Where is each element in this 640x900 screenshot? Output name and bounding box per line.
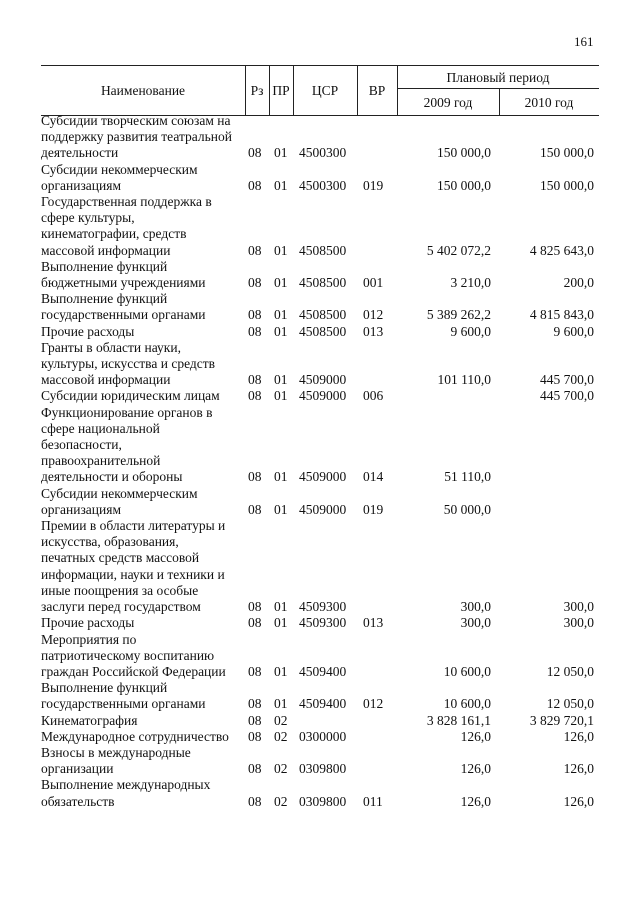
table-row — [41, 291, 601, 323]
row-name: Выполнение международных обязательств — [41, 777, 211, 809]
row-rz: 08 — [248, 145, 262, 161]
table-row — [41, 324, 601, 340]
row-csr: 0309800 — [299, 793, 347, 809]
row-rz: 08 — [248, 469, 262, 485]
table-row — [41, 259, 601, 291]
row-name: Взносы в международные организации — [41, 744, 191, 777]
row-name: Выполнение функций государственными органами — [41, 680, 206, 712]
row-pr: 01 — [274, 177, 288, 193]
row-pr: 02 — [274, 793, 288, 809]
row-pr: 01 — [274, 307, 288, 323]
row-rz: 08 — [248, 793, 262, 809]
row-vr: 019 — [363, 501, 384, 517]
row-rz: 08 — [248, 712, 262, 728]
row-vr: 001 — [363, 275, 384, 291]
row-csr: 4509000 — [299, 388, 347, 404]
row-pr: 01 — [274, 599, 288, 615]
row-csr: 4509300 — [299, 599, 347, 615]
row-2010: 150 000,0 — [540, 145, 594, 161]
table-row — [41, 113, 601, 162]
row-pr: 01 — [274, 469, 288, 485]
row-2009: 5 402 072,2 — [426, 242, 491, 258]
row-2010: 4 815 843,0 — [529, 307, 594, 323]
table-row — [41, 405, 601, 486]
row-rz: 08 — [248, 372, 262, 388]
table-row — [41, 162, 601, 194]
row-csr: 4500300 — [299, 177, 347, 193]
row-name: Функционирование органов в сфере национальной безопасности, правоохранительной деятельности и обороны — [41, 404, 213, 485]
row-csr: 4509000 — [299, 372, 347, 388]
row-2010: 300,0 — [563, 615, 594, 631]
row-csr: 4508500 — [299, 307, 347, 323]
row-pr: 02 — [274, 728, 288, 744]
header-year-2009: 2009 год — [423, 94, 473, 110]
table-row — [41, 680, 601, 712]
row-2009: 10 600,0 — [443, 663, 491, 679]
header-year-2010: 2010 год — [524, 94, 574, 110]
row-name: Субсидии некоммерческим организациям — [41, 485, 198, 517]
row-rz: 08 — [248, 663, 262, 679]
row-2010: 150 000,0 — [540, 177, 594, 193]
table-row — [41, 615, 601, 631]
row-name: Гранты в области науки, культуры, искусства и средств массовой информации — [41, 339, 216, 388]
row-2009: 5 389 262,2 — [426, 307, 491, 323]
row-rz: 08 — [248, 728, 262, 744]
header-name: Наименование — [100, 83, 186, 98]
row-vr: 013 — [363, 615, 384, 631]
table-row — [41, 632, 601, 681]
row-2009: 3 828 161,1 — [426, 712, 491, 728]
row-csr: 4508500 — [299, 275, 347, 291]
row-rz: 08 — [248, 323, 262, 339]
row-csr: 4509400 — [299, 663, 347, 679]
row-2009: 9 600,0 — [450, 323, 491, 339]
row-rz: 08 — [248, 177, 262, 193]
row-2010: 3 829 720,1 — [529, 712, 594, 728]
row-2009: 150 000,0 — [437, 177, 491, 193]
row-rz: 08 — [248, 696, 262, 712]
row-2009: 10 600,0 — [443, 696, 491, 712]
row-pr: 01 — [274, 145, 288, 161]
row-2009: 300,0 — [460, 615, 491, 631]
row-2010: 126,0 — [563, 728, 594, 744]
row-csr: 4509300 — [299, 615, 347, 631]
row-pr: 01 — [274, 501, 288, 517]
row-2009: 101 110,0 — [437, 372, 491, 388]
row-name: Международное сотрудничество — [41, 728, 229, 744]
row-csr: 4508500 — [299, 242, 347, 258]
header-planned-period: Плановый период — [446, 69, 550, 85]
row-2009: 126,0 — [460, 793, 491, 809]
row-2010: 445 700,0 — [540, 388, 594, 404]
row-rz: 08 — [248, 388, 262, 404]
header-csr: ЦСР — [311, 83, 339, 98]
row-2009: 300,0 — [460, 599, 491, 615]
table-row — [41, 745, 601, 777]
row-vr: 013 — [363, 323, 384, 339]
table-row — [41, 777, 601, 809]
row-csr: 4509400 — [299, 696, 347, 712]
table-row — [41, 729, 601, 745]
row-2009: 51 110,0 — [444, 469, 491, 485]
row-vr: 012 — [363, 307, 384, 323]
table-row — [41, 388, 601, 404]
row-2010: 12 050,0 — [546, 663, 594, 679]
row-2009: 50 000,0 — [443, 501, 491, 517]
row-rz: 08 — [248, 242, 262, 258]
table-row — [41, 486, 601, 518]
row-vr: 011 — [363, 793, 383, 809]
row-2009: 126,0 — [460, 761, 491, 777]
row-pr: 01 — [274, 372, 288, 388]
row-pr: 02 — [274, 712, 288, 728]
row-rz: 08 — [248, 615, 262, 631]
row-name: Выполнение функций государственными органами — [41, 291, 206, 323]
row-name: Субсидии юридическим лицам — [41, 388, 220, 404]
row-2010: 300,0 — [563, 599, 594, 615]
header-vr: ВР — [368, 83, 386, 98]
row-vr: 019 — [363, 177, 384, 193]
row-name: Мероприятия по патриотическому воспитанию граждан Российской Федерации — [41, 631, 226, 679]
row-pr: 01 — [274, 323, 288, 339]
row-vr: 014 — [363, 469, 384, 485]
row-2010: 12 050,0 — [546, 696, 594, 712]
header-pr: ПР — [272, 83, 290, 98]
row-rz: 08 — [248, 275, 262, 291]
table-body — [41, 113, 601, 810]
row-2009: 126,0 — [460, 728, 491, 744]
row-name: Прочие расходы — [41, 615, 135, 631]
table-row — [41, 518, 601, 615]
row-2009: 3 210,0 — [450, 275, 491, 291]
row-2010: 4 825 643,0 — [529, 242, 594, 258]
row-rz: 08 — [248, 307, 262, 323]
row-2010: 200,0 — [563, 275, 594, 291]
row-rz: 08 — [248, 501, 262, 517]
row-name: Выполнение функций бюджетными учреждениями — [41, 258, 206, 291]
row-2010: 126,0 — [563, 761, 594, 777]
row-vr: 012 — [363, 696, 384, 712]
row-pr: 01 — [274, 242, 288, 258]
row-pr: 01 — [274, 388, 288, 404]
row-pr: 01 — [274, 663, 288, 679]
row-csr: 4508500 — [299, 323, 347, 339]
row-csr: 4500300 — [299, 145, 347, 161]
row-csr: 0300000 — [299, 728, 347, 744]
row-rz: 08 — [248, 761, 262, 777]
row-csr: 4509000 — [299, 501, 347, 517]
row-name: Премии в области литературы и искусства, образования, печатных средств массовой информации, науки и техники и иные поощрения за особые заслуги перед государством — [41, 518, 226, 615]
table-header — [41, 65, 599, 116]
page-number: 161 — [574, 34, 594, 49]
row-pr: 01 — [274, 275, 288, 291]
row-pr: 01 — [274, 696, 288, 712]
row-name: Кинематография — [41, 712, 138, 728]
row-2009: 150 000,0 — [437, 145, 491, 161]
table-row — [41, 340, 601, 389]
row-name: Субсидии творческим союзам на поддержку развития театральной деятельности — [41, 113, 232, 161]
row-name: Прочие расходы — [41, 323, 135, 339]
row-csr: 4509000 — [299, 469, 347, 485]
row-2010: 9 600,0 — [553, 323, 594, 339]
table-row — [41, 194, 601, 259]
row-vr: 006 — [363, 388, 384, 404]
row-rz: 08 — [248, 599, 262, 615]
table-row — [41, 713, 601, 729]
row-pr: 02 — [274, 761, 288, 777]
row-name: Субсидии некоммерческим организациям — [41, 161, 198, 193]
row-2010: 126,0 — [563, 793, 594, 809]
header-rz: Рз — [250, 83, 264, 98]
row-name: Государственная поддержка в сфере культуры, кинематографии, средств массовой информации — [41, 194, 212, 258]
row-2010: 445 700,0 — [540, 372, 594, 388]
row-pr: 01 — [274, 615, 288, 631]
row-csr: 0309800 — [299, 761, 347, 777]
